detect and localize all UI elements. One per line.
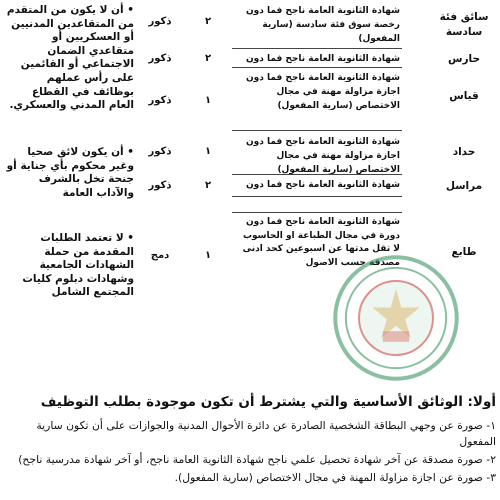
- official-seal: [330, 252, 462, 384]
- job-title: طابع: [451, 246, 477, 258]
- job-qualification: شهادة الثانوية العامة ناجح فما دون اجازة مزاولة مهنة في مجال الاختصاص (سارية المفعول): [245, 137, 400, 175]
- row-divider: [232, 196, 402, 197]
- job-title: قياس: [449, 90, 479, 102]
- job-gender: ذكور: [148, 146, 172, 157]
- job-title: سائق فئة سادسة: [439, 11, 489, 38]
- job-count: ٢: [204, 16, 212, 27]
- job-gender: ذكور: [148, 95, 172, 106]
- job-gender: ذكور: [148, 53, 172, 64]
- job-gender: ذكور: [148, 180, 172, 191]
- row-divider: [232, 130, 402, 131]
- row-divider: [232, 212, 402, 213]
- job-count: ٢: [204, 53, 212, 64]
- job-qualification: شهادة الثانوية العامة ناجح فما دون: [245, 180, 400, 190]
- job-count: ٢: [204, 180, 212, 191]
- job-qualification: شهادة الثانوية العامة ناجح فما دون رخصة سوق فئة سادسة (سارية المفعول): [245, 6, 400, 44]
- list-item: ١- صورة عن وجهي البطاقة الشخصية الصادرة عن دائرة الأحوال المدنية والجوازات على أن تكون سارية المفعول: [36, 419, 496, 448]
- job-qualification: شهادة الثانوية العامة ناجح فما دون اجازة مزاولة مهنة في مجال الاختصاص (سارية المفعول): [245, 73, 400, 111]
- job-gender: دمج: [150, 250, 170, 261]
- row-divider: [232, 67, 402, 68]
- job-gender: ذكور: [148, 16, 172, 27]
- condition-item: • أن لا يكون من المتقدم من المتقاعدين المدنيين أو العسكريين أو متقاعدي الضمان الاجتماعي أو القائمين على رأس عملهم بوظائف في القطاع العام المدني والعسكري.: [6, 4, 134, 112]
- job-count: ١: [204, 146, 212, 157]
- list-item: ٢- صورة مصدقة عن آخر شهادة تحصيل علمي ناجح شهادة الثانوية العامة ناجح، أو آخر شهادة مدرسية ناجح): [18, 453, 496, 466]
- row-divider: [232, 174, 402, 175]
- job-count: ١: [204, 250, 212, 261]
- condition-item: • لا تعتمد الطلبات المقدمة من حملة الشهادات الجامعية وشهادات دبلوم كليات المجتمع الشامل: [22, 232, 134, 299]
- job-count: ١: [204, 95, 212, 106]
- section-title: أولا: الوثائق الأساسية والتي يشترط أن تكون موجودة بطلب التوظيف: [40, 394, 496, 410]
- required-documents-section: [6, 394, 496, 486]
- job-qualification: شهادة الثانوية العامة ناجح فما دون: [245, 54, 400, 64]
- list-item: ٣- صورة عن اجازة مزاولة المهنة في مجال الاختصاص (سارية المفعول).: [174, 471, 496, 484]
- job-qualification: شهادة الثانوية العامة ناجح فما دون دورة في مجال الطباعة او الحاسوب لا تقل مدتها عن اسبوعين كحد ادنى مصدقة حسب الاصول: [242, 217, 400, 268]
- job-title: حارس: [447, 53, 481, 65]
- condition-item: • أن يكون لائق صحيا وغير محكوم بأي جناية أو جنحة تخل بالشرف والآداب العامة: [6, 146, 134, 199]
- job-title: حداد: [452, 146, 476, 158]
- row-divider: [232, 48, 402, 49]
- job-title: مراسل: [445, 180, 483, 192]
